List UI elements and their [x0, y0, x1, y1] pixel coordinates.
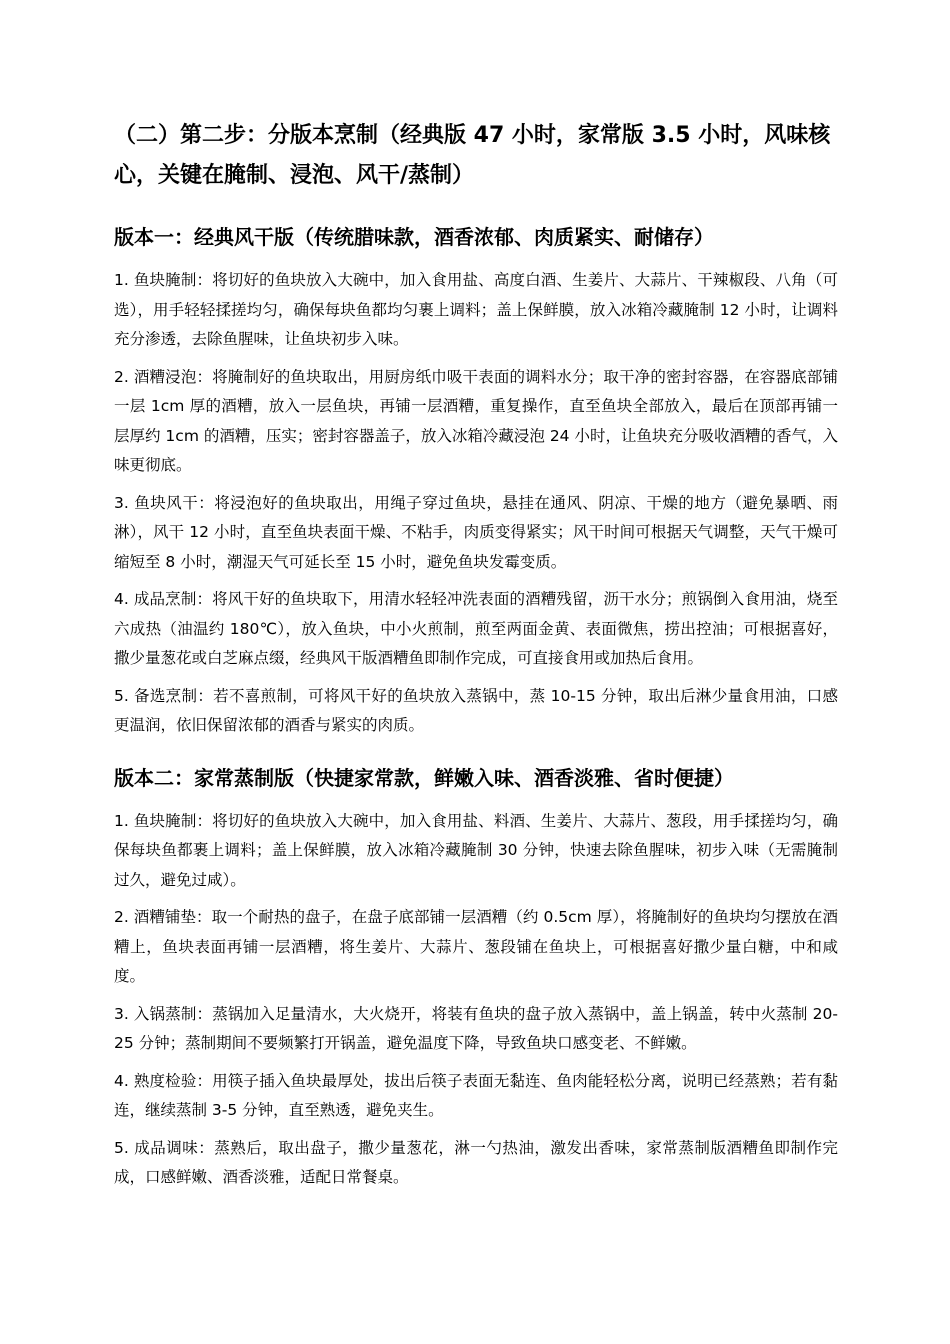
- step-paragraph: 5. 备选烹制：若不喜煎制，可将风干好的鱼块放入蒸锅中，蒸 10-15 分钟，取出后淋少量食用油，口感更温润，依旧保留浓郁的酒香与紧实的肉质。: [114, 686, 838, 734]
- step-paragraph: 5. 成品调味：蒸熟后，取出盘子，撒少量葱花，淋一勺热油，激发出香味，家常蒸制版酒糟鱼即制作完成，口感鲜嫩、酒香淡雅，适配日常餐桌。: [114, 1138, 838, 1186]
- version-title: 版本二：家常蒸制版（快捷家常款，鲜嫩入味、酒香淡雅、省时便捷）: [114, 765, 734, 790]
- step-paragraph: 1. 鱼块腌制：将切好的鱼块放入大碗中，加入食用盐、高度白酒、生姜片、大蒜片、干辣椒段、八角（可选），用手轻轻揉搓均匀，确保每块鱼都均匀裹上调料；盖上保鲜膜，放入冰箱冷藏腌制 12 小时，让调料充分渗透，去除鱼腥味，让鱼块初步入味。: [114, 271, 838, 348]
- version-title: 版本一：经典风干版（传统腊味款，酒香浓郁、肉质紧实、耐储存）: [114, 225, 714, 249]
- version-home-steamed: [114, 763, 838, 1193]
- step-paragraph: 3. 入锅蒸制：蒸锅加入足量清水，大火烧开，将装有鱼块的盘子放入蒸锅中，盖上锅盖，转中火蒸制 20-25 分钟；蒸制期间不要频繁打开锅盖，避免温度下降，导致鱼块口感变老、不鲜嫩。: [114, 1004, 838, 1052]
- step-paragraph: 2. 酒糟浸泡：将腌制好的鱼块取出，用厨房纸巾吸干表面的调料水分；取干净的密封容器，在容器底部铺一层 1cm 厚的酒糟，放入一层鱼块，再铺一层酒糟，重复操作，直至鱼块全部放入，最后在顶部再铺一层厚约 1cm 的酒糟，压实；密封容器盖子，放入冰箱冷藏浸泡 24 小时，让鱼块充分吸收酒糟的香气，入味更彻底。: [114, 367, 838, 474]
- step-paragraph: 4. 熟度检验：用筷子插入鱼块最厚处，拔出后筷子表面无黏连、鱼肉能轻松分离，说明已经蒸熟；若有黏连，继续蒸制 3-5 分钟，直至熟透，避免夹生。: [114, 1071, 838, 1119]
- step-paragraph: 3. 鱼块风干：将浸泡好的鱼块取出，用绳子穿过鱼块，悬挂在通风、阴凉、干燥的地方（避免暴晒、雨淋），风干 12 小时，直至鱼块表面干燥、不粘手，肉质变得紧实；风干时间可根据天气调整，天气干燥可缩短至 8 小时，潮湿天气可延长至 15 小时，避免鱼块发霉变质。: [114, 493, 838, 571]
- step-paragraph: 2. 酒糟铺垫：取一个耐热的盘子，在盘子底部铺一层酒糟（约 0.5cm 厚），将腌制好的鱼块均匀摆放在酒糟上，鱼块表面再铺一层酒糟，将生姜片、大蒜片、葱段铺在鱼块上，可根据喜好撒少量白糖，中和咸度。: [114, 908, 838, 985]
- section-title: （二）第二步：分版本烹制（经典版 47 小时，家常版 3.5 小时，风味核心，关键在腌制、浸泡、风干/蒸制）: [114, 123, 831, 188]
- step-paragraph: 4. 成品烹制：将风干好的鱼块取下，用清水轻轻冲洗表面的酒糟残留，沥干水分；煎锅倒入食用油，烧至六成热（油温约 180℃），放入鱼块，中小火煎制，煎至两面金黄、表面微焦，捞出控油；可根据喜好，撒少量葱花或白芝麻点缀，经典风干版酒糟鱼即制作完成，可直接食用或加热后食用。: [114, 590, 838, 667]
- version-classic-air-dried: [114, 222, 838, 741]
- step-paragraph: 1. 鱼块腌制：将切好的鱼块放入大碗中，加入食用盐、料酒、生姜片、大蒜片、葱段，用手揉搓均匀，确保每块鱼都裹上调料；盖上保鲜膜，放入冰箱冷藏腌制 30 分钟，快速去除鱼腥味，初步入味（无需腌制过久，避免过咸）。: [114, 811, 838, 889]
